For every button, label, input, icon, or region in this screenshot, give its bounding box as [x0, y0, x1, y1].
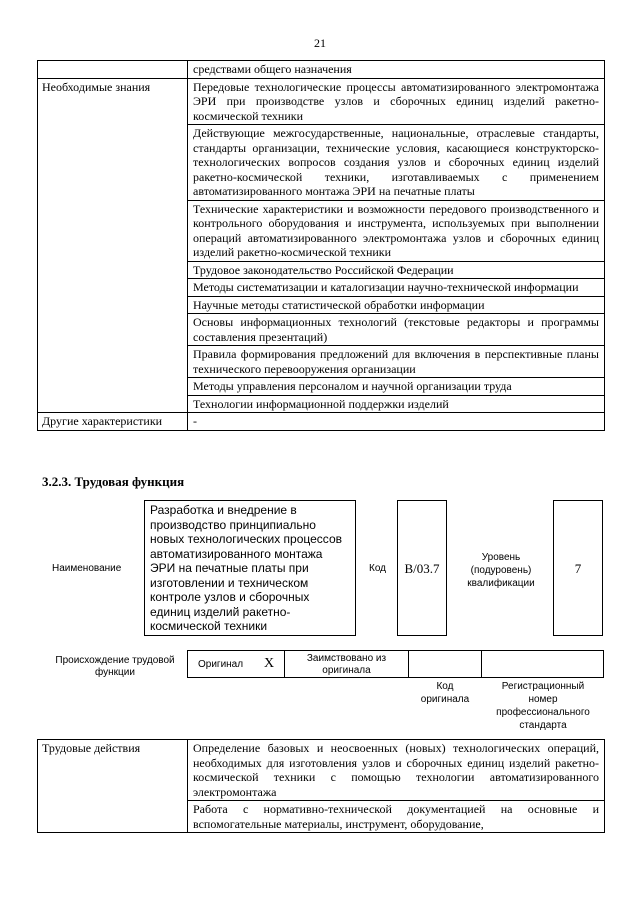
- level-value: 7: [574, 561, 582, 576]
- knowledge-item: Технологии информационной поддержки изделий: [188, 395, 605, 413]
- origin-code-cell: [408, 650, 482, 678]
- level-label: Уровень (подуровень) квалификации: [467, 552, 535, 589]
- knowledge-item: Научные методы статистической обработки информации: [188, 296, 605, 314]
- origin-borrowed-cell: [284, 650, 409, 678]
- table-row: [38, 61, 605, 79]
- name-value: Разработка и внедрение в производство принципиально новых технологических процессов автоматизированного монтажа ЭРИ на печатные платы при изготовлении и техническом контроле узлов и сборочных единиц изделий ракетно-космической техники: [150, 503, 342, 633]
- section-title: 3.2.3. Трудовая функция: [42, 474, 185, 489]
- origin-reg-cell: [481, 650, 604, 678]
- name-box: [144, 500, 356, 636]
- knowledge-item: Методы систематизации и каталогизации научно-технической информации: [188, 279, 605, 297]
- knowledge-item: Основы информационных технологий (текстовые редакторы и программы составления презентаций): [188, 314, 605, 346]
- origin-label: Происхождение трудовой функции: [55, 655, 175, 678]
- table-row: [38, 413, 605, 431]
- knowledge-item: Трудовое законодательство Российской Федерации: [188, 261, 605, 279]
- reg-caption: Регистрационный номер профессионального стандарта: [496, 681, 590, 731]
- code-box: [397, 500, 447, 636]
- level-box: [553, 500, 603, 636]
- page-number: 21: [314, 36, 326, 50]
- table-row: [38, 740, 605, 801]
- other-value: -: [188, 413, 605, 431]
- code-caption: Код оригинала: [420, 681, 470, 705]
- code-label: Код: [369, 563, 387, 574]
- knowledge-item: Методы управления персоналом и научной организации труда: [188, 378, 605, 396]
- code-value: B/03.7: [404, 561, 440, 576]
- name-label: Наименование: [52, 563, 122, 574]
- other-label: Другие характеристики: [38, 413, 188, 431]
- knowledge-item: Технические характеристики и возможности передового производственного и контрольного оборудования и инструмента, используемых при выполнении операций автоматизированного электромонтажа узлов и сборочных единиц изделий ракетно-космической техники: [188, 200, 605, 261]
- knowledge-item: Правила формирования предложений для включения в перспективные планы технического перевооружения организации: [188, 346, 605, 378]
- original-mark: X: [264, 656, 275, 671]
- origin-original-cell: [187, 650, 285, 678]
- knowledge-item: Действующие межгосударственные, национальные, отраслевые стандарты, стандарты организации, технические условия, касающиеся конструкторско-технологических вопросов создания узлов и сборочных единиц изделий ракетно-космической техники, изготавливаемых с применением автоматизированного монтажа ЭРИ на печатные платы: [188, 125, 605, 201]
- borrowed-label: Заимствовано из оригинала: [306, 653, 387, 676]
- knowledge-label: Необходимые знания: [38, 78, 188, 413]
- knowledge-table: [37, 60, 605, 431]
- actions-table: [37, 739, 605, 833]
- action-item: Работа с нормативно-технической документацией на основные и вспомогательные материалы, инструмент, оборудование,: [188, 801, 605, 833]
- actions-label: Трудовые действия: [38, 740, 188, 833]
- table-row: [38, 78, 605, 125]
- original-label: Оригинал: [198, 659, 244, 670]
- knowledge-item: Передовые технологические процессы автоматизированного электромонтажа ЭРИ при производстве узлов и сборочных единиц изделий ракетно-космической техники: [188, 78, 605, 125]
- table-cell: средствами общего назначения: [188, 61, 605, 79]
- action-item: Определение базовых и неосвоенных (новых) технологических операций, необходимых для изготовления узлов и сборочных единиц изделий ракетно-космической техники с помощью технологии автоматизированного электромонтажа: [188, 740, 605, 801]
